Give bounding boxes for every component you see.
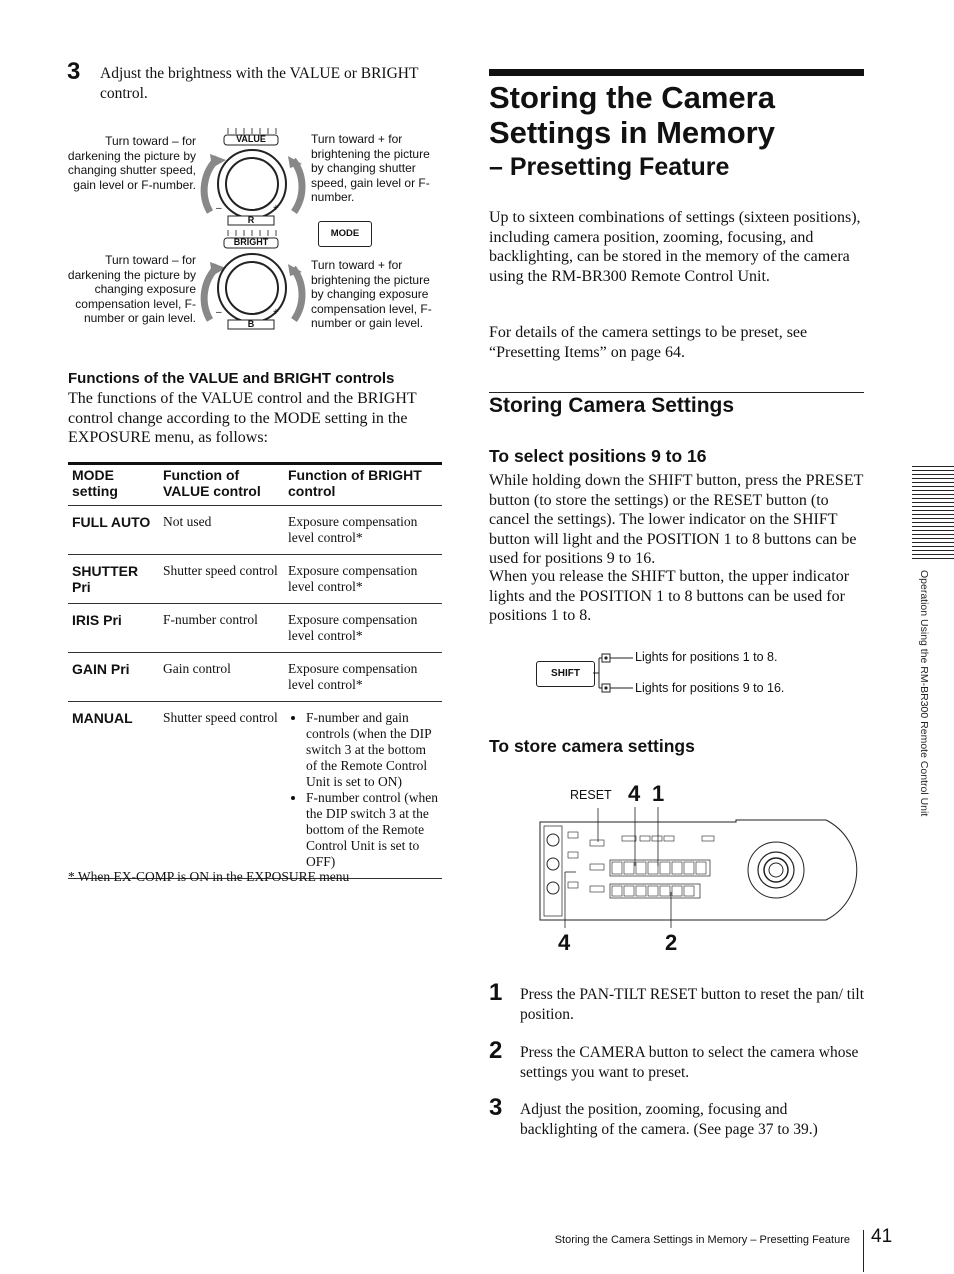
- row-bright: Exposure compensation level control*: [284, 506, 442, 555]
- page-title-line-1: Storing the Camera: [489, 80, 775, 115]
- mode-function-table: [68, 462, 442, 879]
- remote-panel-diagram: [536, 780, 868, 960]
- step-1-text: Press the PAN-TILT RESET button to reset the pan/ tilt position.: [520, 986, 865, 1023]
- side-tab-stripes: [912, 466, 954, 562]
- col-header-bright: Function of BRIGHT control: [288, 467, 422, 499]
- page-subtitle: – Presetting Feature: [489, 153, 730, 181]
- functions-intro: The functions of the VALUE control and the BRIGHT control change according to the MODE setting in the EXPOSURE menu, as follows:: [68, 390, 417, 446]
- bright-list-item: • F-number control (when the DIP switch 3 at the bottom of the Remote Control Unit is set to OFF): [306, 790, 438, 870]
- select-positions-heading: To select positions 9 to 16: [489, 446, 707, 466]
- row-bright: Exposure compensation level control*: [284, 555, 442, 604]
- shift-diagram: [536, 648, 826, 700]
- row-bright: Exposure compensation level control*: [284, 604, 442, 653]
- select-positions-text-2: When you release the SHIFT button, the upper indicator lights and the POSITION 1 to 8 buttons can be used for positions 1 to 8.: [489, 568, 850, 624]
- reset-callout-label: RESET: [570, 788, 612, 802]
- note-bright-plus: Turn toward + for brightening the picture by changing exposure compensation level, F-number or gain level.: [311, 258, 432, 330]
- footer-divider: [863, 1230, 864, 1272]
- row-bright: Exposure compensation level control*: [284, 653, 442, 702]
- row-mode: FULL AUTO: [68, 506, 159, 555]
- row-value: Shutter speed control: [159, 555, 284, 604]
- row-value: Shutter speed control: [159, 702, 284, 879]
- value-minus-sign: –: [216, 203, 222, 214]
- value-bright-diagram: [60, 120, 450, 350]
- upper-indicator-note: Lights for positions 1 to 8.: [635, 650, 778, 664]
- step-3-right-text: Adjust the position, zooming, focusing and backlighting of the camera. (See page 37 to 39.): [520, 1101, 818, 1138]
- row-bright: [284, 702, 442, 879]
- bright-list-item: • F-number and gain controls (when the DIP switch 3 at the bottom of the Remote Control Unit is set to ON): [306, 710, 438, 790]
- bright-label: BRIGHT: [233, 237, 269, 247]
- row-mode: GAIN Pri: [68, 653, 159, 702]
- step-3-right-number: 3: [489, 1094, 503, 1121]
- table-row: [68, 555, 442, 604]
- knob-graphic: [198, 120, 310, 340]
- shift-button: SHIFT: [536, 661, 595, 687]
- step-1-number: 1: [489, 979, 503, 1006]
- note-value-plus: Turn toward + for brightening the picture by changing shutter speed, gain level or F-number.: [311, 132, 430, 204]
- r-label: R: [247, 215, 255, 225]
- callout-2-bottom: 2: [665, 930, 678, 955]
- page-number: 41: [871, 1226, 893, 1247]
- step-2-text: Press the CAMERA button to select the camera whose settings you want to preset.: [520, 1044, 859, 1081]
- callout-4-bottom: 4: [558, 930, 571, 955]
- intro-paragraph-1: Up to sixteen combinations of settings (sixteen positions), including camera position, zooming, focusing, and backlighting, can be stored in the memory of the camera using the RM-BR300 Remote Control Unit.: [489, 209, 861, 285]
- title-rule: [489, 69, 864, 76]
- b-label: B: [247, 319, 255, 329]
- lower-indicator-note: Lights for positions 9 to 16.: [635, 681, 785, 695]
- col-header-mode: MODE setting: [72, 467, 118, 499]
- step-3-text: Adjust the brightness with the VALUE or BRIGHT control.: [100, 65, 419, 102]
- select-positions-text-1: While holding down the SHIFT button, press the PRESET button (to store the settings) or the RESET button (to cancel the settings). The lower indicator on the SHIFT button will light and the POSITION 1 to 8 buttons can be used for positions 9 to 16.: [489, 472, 864, 567]
- row-value: F-number control: [159, 604, 284, 653]
- callout-1-top: 1: [652, 781, 665, 806]
- note-bright-minus: Turn toward – for darkening the picture by changing exposure compensation level, F-number or gain level.: [67, 253, 196, 325]
- col-header-value: Function of VALUE control: [163, 467, 261, 499]
- row-mode: MANUAL: [68, 702, 159, 879]
- step-3-number: 3: [67, 58, 81, 85]
- mode-button: MODE: [318, 221, 372, 247]
- section-rule: [489, 392, 864, 393]
- page-title-line-2: Settings in Memory: [489, 115, 775, 150]
- intro-paragraph-2: For details of the camera settings to be preset, see “Presetting Items” on page 64.: [489, 324, 808, 361]
- store-settings-heading: To store camera settings: [489, 736, 695, 756]
- running-footer-title: Storing the Camera Settings in Memory – Presetting Feature: [554, 1234, 850, 1246]
- remote-panel-graphic: [536, 780, 868, 960]
- value-plus-sign: +: [273, 203, 279, 214]
- bright-minus-sign: –: [216, 307, 222, 318]
- row-mode: IRIS Pri: [68, 604, 159, 653]
- table-footnote: * When EX-COMP is ON in the EXPOSURE menu: [68, 869, 350, 884]
- row-mode: SHUTTER Pri: [68, 555, 159, 604]
- functions-heading: Functions of the VALUE and BRIGHT controls: [68, 370, 395, 387]
- row-value: Gain control: [159, 653, 284, 702]
- table-row: [68, 702, 442, 879]
- bright-plus-sign: +: [273, 307, 279, 318]
- note-value-minus: Turn toward – for darkening the picture by changing shutter speed, gain level or F-number.: [67, 134, 196, 192]
- value-label: VALUE: [236, 134, 266, 144]
- step-2-number: 2: [489, 1037, 503, 1064]
- callout-4-top: 4: [628, 781, 641, 806]
- table-row: [68, 506, 442, 555]
- table-row: [68, 653, 442, 702]
- section-heading: Storing Camera Settings: [489, 394, 735, 417]
- row-value: Not used: [159, 506, 284, 555]
- table-row: [68, 604, 442, 653]
- side-tab-label: Operation Using the RM-BR300 Remote Control Unit: [918, 570, 930, 817]
- page-title: [489, 80, 869, 150]
